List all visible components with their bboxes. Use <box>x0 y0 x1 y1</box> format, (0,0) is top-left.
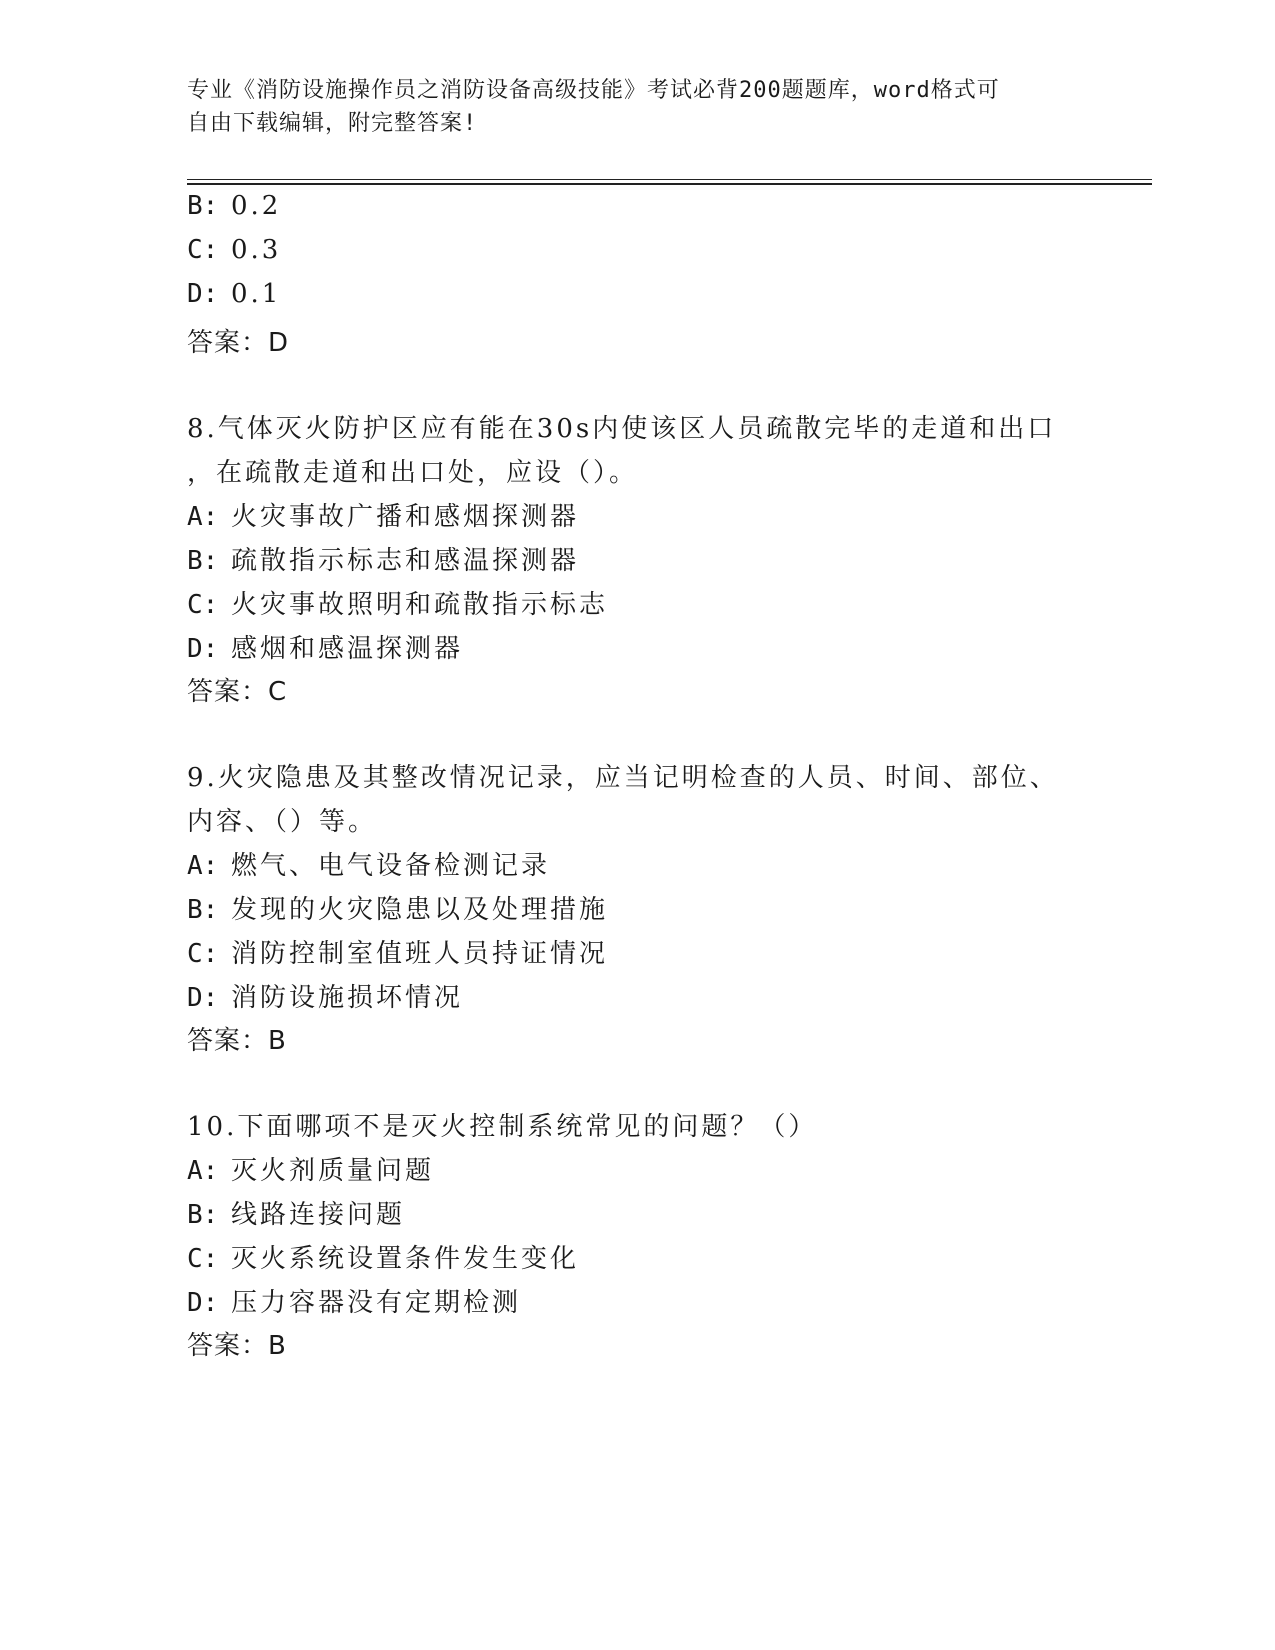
option-text: 感烟和感温探测器 <box>231 634 464 664</box>
option-text: 火灾事故广播和感烟探测器 <box>231 502 580 532</box>
option-key: B: <box>187 895 219 925</box>
option-text: 线路连接问题 <box>231 1200 406 1230</box>
document-header <box>187 74 1067 140</box>
option-key: B: <box>187 191 219 221</box>
option-text: 灭火剂质量问题 <box>231 1156 435 1186</box>
option-text: 压力容器没有定期检测 <box>231 1288 522 1318</box>
q8-stem-line-1: 8.气体灭火防护区应有能在30s内使该区人员疏散完毕的走道和出口 <box>187 414 1057 444</box>
q9-option-d <box>187 977 463 1014</box>
q9-stem-line-1: 9.火灾隐患及其整改情况记录，应当记明检查的人员、时间、部位、 <box>187 763 1059 793</box>
option-key: C: <box>187 1244 219 1274</box>
header-divider-thick <box>187 183 1152 185</box>
q10-option-b <box>187 1194 405 1231</box>
q9-option-c <box>187 933 608 970</box>
q8-option-d <box>187 628 463 665</box>
option-key: A: <box>187 851 219 881</box>
q8-option-a <box>187 496 579 533</box>
option-text: 灭火系统设置条件发生变化 <box>231 1244 580 1274</box>
option-text: 消防设施损坏情况 <box>231 983 464 1013</box>
option-key: D: <box>187 634 219 664</box>
q7-option-d <box>187 279 281 309</box>
option-text: 0.2 <box>231 191 282 221</box>
option-key: D: <box>187 983 219 1013</box>
option-key: C: <box>187 939 219 969</box>
option-key: B: <box>187 546 219 576</box>
q9-stem-line-2: 内容、（）等。 <box>187 807 378 837</box>
option-key: A: <box>187 502 219 532</box>
header-line-1: 专业《消防设施操作员之消防设备高级技能》考试必背200题题库，word格式可 <box>187 78 1000 103</box>
option-key: D: <box>187 1288 219 1318</box>
option-text: 疏散指示标志和感温探测器 <box>231 546 580 576</box>
option-text: 消防控制室值班人员持证情况 <box>231 939 609 969</box>
header-divider-thin <box>187 179 1152 180</box>
option-key: B: <box>187 1200 219 1230</box>
option-key: D: <box>187 279 219 309</box>
q8-answer: 答案：C <box>187 677 288 707</box>
q8-option-b <box>187 540 579 577</box>
q10-option-a <box>187 1150 434 1187</box>
option-key: A: <box>187 1156 219 1186</box>
option-text: 火灾事故照明和疏散指示标志 <box>231 590 609 620</box>
q10-option-d <box>187 1282 521 1319</box>
q10-answer: 答案：B <box>187 1331 287 1361</box>
q7-answer: 答案：D <box>187 328 290 358</box>
option-text: 燃气、电气设备检测记录 <box>231 851 551 881</box>
option-key: C: <box>187 590 219 620</box>
option-text: 发现的火灾隐患以及处理措施 <box>231 895 609 925</box>
option-key: C: <box>187 235 219 265</box>
header-line-2: 自由下载编辑，附完整答案! <box>187 111 478 136</box>
q9-answer: 答案：B <box>187 1026 287 1056</box>
q8-stem-line-2: ，在疏散走道和出口处，应设（）。 <box>187 458 639 488</box>
q7-option-b <box>187 191 281 221</box>
option-text: 0.3 <box>231 235 282 265</box>
q9-option-a <box>187 845 550 882</box>
q8-option-c <box>187 584 608 621</box>
q10-stem-line-1: 10.下面哪项不是灭火控制系统常见的问题？（） <box>187 1112 818 1142</box>
q9-option-b <box>187 889 608 926</box>
q10-option-c <box>187 1238 579 1275</box>
q7-option-c <box>187 235 281 265</box>
option-text: 0.1 <box>231 279 282 309</box>
